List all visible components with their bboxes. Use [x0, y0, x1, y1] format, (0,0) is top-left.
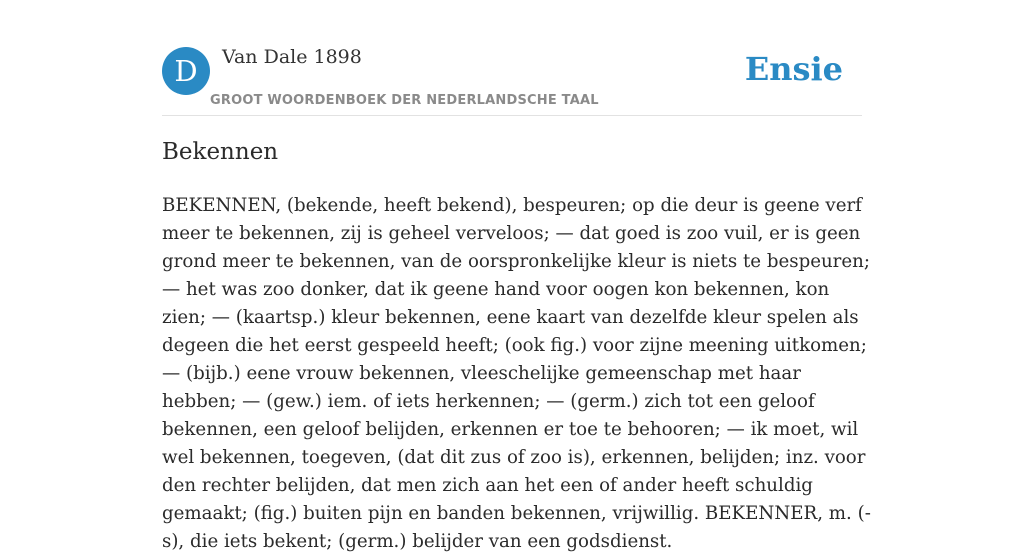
ensie-logo-link[interactable]: Ensie: [744, 50, 843, 88]
source-subtitle: GROOT WOORDENBOEK DER NEDERLANDSCHE TAAL: [210, 93, 599, 108]
source-logo[interactable]: D: [162, 47, 210, 95]
source-title[interactable]: Van Dale 1898: [222, 46, 362, 68]
entry-headword: Bekennen: [162, 139, 279, 165]
header: [162, 46, 862, 116]
header-divider: [162, 115, 862, 116]
entry-definition: BEKENNEN, (bekende, heeft bekend), bespeuren; op die deur is geene verf meer te bekennen, zij is geheel verveloos; — dat goed is zoo vuil, er is geen grond meer te bekennen, van de oorspronkelijke kleur is niets te bespeuren; — het was zoo donker, dat ik geene hand voor oogen kon bekennen, kon zien; — (kaartsp.) kleur bekennen, eene kaart van dezelfde kleur spelen als degeen die het eerst gespeeld heeft; (ook fig.) voor zijne meening uitkomen; — (bijb.) eene vrouw bekennen, vleeschelijke gemeenschap met haar hebben; — (gew.) iem. of iets herkennen; — (germ.) zich tot een geloof bekennen, een geloof belijden, erkennen er toe te behooren; — ik moet, wil wel bekennen, toegeven, (dat dit zus of zoo is), erkennen, belijden; inz. voor den rechter belijden, dat men zich aan het een of ander heeft schuldig gemaakt; (fig.) buiten pijn en banden bekennen, vrijwillig. BEKENNER, m. (-s), die iets bekent; (germ.) belijder van een godsdienst.: [162, 195, 871, 552]
